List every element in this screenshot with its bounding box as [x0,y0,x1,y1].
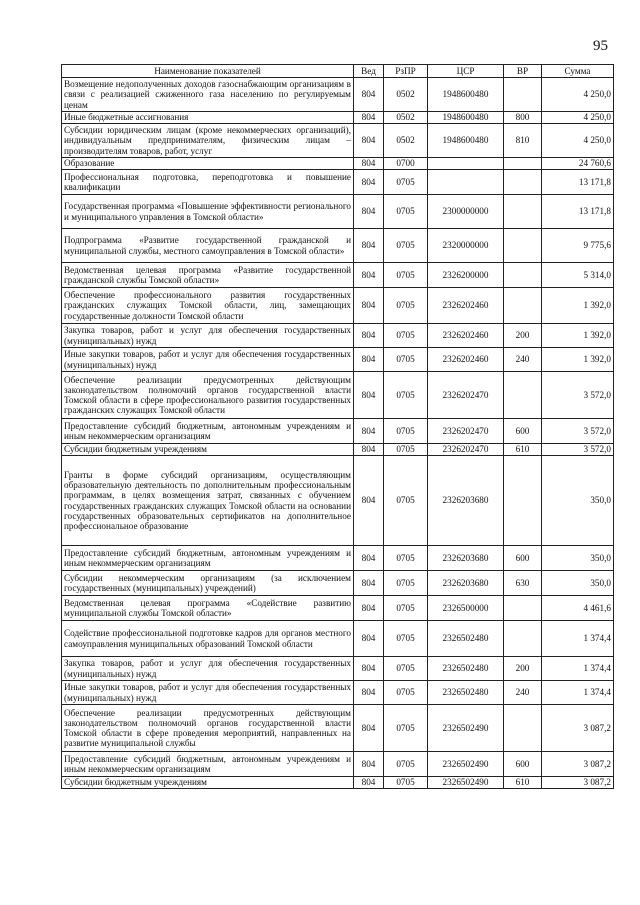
cell-ved: 804 [354,158,384,170]
cell-ved: 804 [354,752,384,777]
cell-vr [504,372,542,419]
cell-csr: 2326202470 [428,419,504,444]
cell-rzpr: 0705 [384,681,428,705]
cell-vr [504,263,542,288]
cell-sum: 5 314,0 [542,263,614,288]
table-row [62,752,614,777]
cell-ved: 804 [354,419,384,444]
cell-name: Гранты в форме субсидий организациям, осуществляющим образовательную деятельность по дополнительным профессиональным программам, в целях возмещения затрат, связанных с обучением государственных гражданских служащих Томской области на основании государственных образовательных сертификатов на дополнительное профессиональное образование [62,456,354,546]
cell-csr: 2326502480 [428,657,504,681]
cell-sum: 1 392,0 [542,288,614,324]
cell-name: Обеспечение реализации предусмотренных действующим законодательством полномочий органов государственной власти Томской области в сфере проведения мероприятий, направленных на развитие муниципальной службы [62,705,354,752]
page-number: 95 [593,38,608,54]
cell-name: Субсидии некоммерческим организациям (за исключением государственных (муниципальных) учреждений) [62,571,354,596]
cell-rzpr: 0705 [384,456,428,546]
cell-name: Закупка товаров, работ и услуг для обеспечения государственных (муниципальных) нужд [62,657,354,681]
cell-vr: 600 [504,546,542,571]
cell-sum: 4 250,0 [542,112,614,124]
cell-sum: 4 250,0 [542,78,614,112]
cell-rzpr: 0705 [384,229,428,263]
cell-name: Обеспечение реализации предусмотренных действующим законодательством полномочий органов государственной власти Томской области в сфере профессионального развития государственных гражданских служащих Томской области [62,372,354,419]
cell-csr: 2326202470 [428,372,504,419]
cell-vr: 600 [504,419,542,444]
table-row [62,777,614,789]
cell-vr: 810 [504,124,542,158]
budget-table [61,64,614,789]
cell-csr: 2300000000 [428,195,504,229]
cell-ved: 804 [354,348,384,372]
header-csr: ЦСР [428,65,504,78]
table-row [62,288,614,324]
cell-rzpr: 0705 [384,571,428,596]
cell-sum: 4 461,6 [542,596,614,621]
cell-sum: 3 572,0 [542,372,614,419]
cell-name: Предоставление субсидий бюджетным, автономным учреждениям и иным некоммерческим организациям [62,546,354,571]
cell-vr [504,195,542,229]
cell-sum: 13 171,8 [542,170,614,195]
cell-csr [428,170,504,195]
cell-csr: 2326200000 [428,263,504,288]
cell-rzpr: 0502 [384,78,428,112]
cell-vr [504,621,542,657]
table-header-row [62,65,614,78]
cell-name: Обеспечение профессионального развития государственных гражданских служащих Томской области, лиц, замещающих государственные должности Томской области [62,288,354,324]
cell-vr [504,158,542,170]
cell-sum: 350,0 [542,456,614,546]
cell-csr: 2326500000 [428,596,504,621]
table-row [62,158,614,170]
cell-ved: 804 [354,78,384,112]
cell-name: Иные закупки товаров, работ и услуг для обеспечения государственных (муниципальных) нужд [62,348,354,372]
cell-csr: 2326203680 [428,546,504,571]
table-row [62,596,614,621]
cell-rzpr: 0705 [384,752,428,777]
cell-csr: 2326202460 [428,288,504,324]
cell-vr: 800 [504,112,542,124]
cell-vr: 240 [504,348,542,372]
cell-csr: 2326502480 [428,621,504,657]
cell-ved: 804 [354,456,384,546]
table-row [62,263,614,288]
cell-rzpr: 0705 [384,596,428,621]
cell-ved: 804 [354,112,384,124]
table-row [62,124,614,158]
cell-sum: 1 374,4 [542,657,614,681]
table-row [62,78,614,112]
cell-sum: 3 087,2 [542,752,614,777]
cell-vr: 200 [504,657,542,681]
cell-name: Субсидии юридическим лицам (кроме некоммерческих организаций), индивидуальным предпринимателям, физическим лицам – производителям товаров, работ, услуг [62,124,354,158]
cell-rzpr: 0705 [384,288,428,324]
cell-csr: 2326502490 [428,777,504,789]
cell-ved: 804 [354,124,384,158]
cell-rzpr: 0502 [384,112,428,124]
cell-rzpr: 0705 [384,657,428,681]
cell-csr: 2326502490 [428,705,504,752]
table-row [62,456,614,546]
cell-ved: 804 [354,229,384,263]
table-row [62,571,614,596]
cell-csr: 2326202460 [428,348,504,372]
cell-rzpr: 0700 [384,158,428,170]
cell-name: Ведомственная целевая программа «Развитие государственной гражданской службы Томской области» [62,263,354,288]
cell-rzpr: 0705 [384,444,428,456]
cell-sum: 1 374,4 [542,681,614,705]
cell-ved: 804 [354,324,384,348]
cell-rzpr: 0705 [384,348,428,372]
header-name: Наименование показателей [62,65,354,78]
header-sum: Сумма [542,65,614,78]
cell-vr: 240 [504,681,542,705]
table-row [62,621,614,657]
cell-ved: 804 [354,705,384,752]
cell-ved: 804 [354,263,384,288]
table-row [62,444,614,456]
table-row [62,324,614,348]
table-row [62,348,614,372]
cell-sum: 4 250,0 [542,124,614,158]
cell-sum: 3 572,0 [542,444,614,456]
cell-csr: 1948600480 [428,124,504,158]
cell-csr: 2326502480 [428,681,504,705]
cell-name: Субсидии бюджетным учреждениям [62,777,354,789]
cell-sum: 24 760,6 [542,158,614,170]
cell-vr [504,596,542,621]
cell-rzpr: 0705 [384,419,428,444]
table-body [62,78,614,789]
cell-csr [428,158,504,170]
cell-sum: 350,0 [542,571,614,596]
cell-sum: 1 374,4 [542,621,614,657]
cell-ved: 804 [354,657,384,681]
cell-rzpr: 0705 [384,546,428,571]
cell-name: Профессиональная подготовка, переподготовка и повышение квалификации [62,170,354,195]
header-vr: ВР [504,65,542,78]
cell-vr [504,229,542,263]
table-row [62,705,614,752]
cell-name: Иные бюджетные ассигнования [62,112,354,124]
cell-csr: 1948600480 [428,112,504,124]
cell-sum: 1 392,0 [542,324,614,348]
cell-vr [504,705,542,752]
cell-vr [504,456,542,546]
cell-name: Возмещение недополученных доходов газоснабжающим организациям в связи с реализацией сжиженного газа населению по регулируемым ценам [62,78,354,112]
cell-rzpr: 0705 [384,621,428,657]
cell-ved: 804 [354,170,384,195]
cell-rzpr: 0705 [384,372,428,419]
cell-name: Закупка товаров, работ и услуг для обеспечения государственных (муниципальных) нужд [62,324,354,348]
cell-vr: 200 [504,324,542,348]
cell-name: Государственная программа «Повышение эффективности регионального и муниципального управления в Томской области» [62,195,354,229]
cell-sum: 350,0 [542,546,614,571]
cell-rzpr: 0705 [384,263,428,288]
cell-rzpr: 0705 [384,195,428,229]
cell-name: Содействие профессиональной подготовке кадров для органов местного самоуправления муниципальных образований Томской области [62,621,354,657]
cell-csr: 2326203680 [428,571,504,596]
cell-ved: 804 [354,288,384,324]
cell-ved: 804 [354,777,384,789]
cell-csr: 2326202470 [428,444,504,456]
cell-sum: 1 392,0 [542,348,614,372]
cell-csr: 2326203680 [428,456,504,546]
table-row [62,372,614,419]
table-row [62,681,614,705]
cell-rzpr: 0502 [384,124,428,158]
cell-sum: 3 087,2 [542,705,614,752]
cell-name: Образование [62,158,354,170]
table-row [62,170,614,195]
table-row [62,195,614,229]
cell-rzpr: 0705 [384,324,428,348]
cell-vr: 610 [504,444,542,456]
table-row [62,546,614,571]
cell-sum: 3 087,2 [542,777,614,789]
cell-name: Подпрограмма «Развитие государственной гражданской и муниципальной службы, местного самоуправления в Томской области» [62,229,354,263]
cell-csr: 2326502490 [428,752,504,777]
cell-csr: 2320000000 [428,229,504,263]
table-row [62,657,614,681]
cell-csr: 2326202460 [428,324,504,348]
cell-ved: 804 [354,444,384,456]
cell-rzpr: 0705 [384,777,428,789]
cell-vr: 610 [504,777,542,789]
cell-vr: 630 [504,571,542,596]
cell-sum: 13 171,8 [542,195,614,229]
cell-name: Субсидии бюджетным учреждениям [62,444,354,456]
cell-ved: 804 [354,596,384,621]
cell-rzpr: 0705 [384,170,428,195]
cell-ved: 804 [354,621,384,657]
cell-vr: 600 [504,752,542,777]
cell-ved: 804 [354,571,384,596]
cell-name: Предоставление субсидий бюджетным, автономным учреждениям и иным некоммерческим организациям [62,752,354,777]
cell-csr: 1948600480 [428,78,504,112]
cell-ved: 804 [354,681,384,705]
cell-sum: 9 775,6 [542,229,614,263]
cell-ved: 804 [354,372,384,419]
cell-vr [504,288,542,324]
cell-name: Предоставление субсидий бюджетным, автономным учреждениям и иным некоммерческим организациям [62,419,354,444]
header-ved: Вед [354,65,384,78]
header-rzpr: РзПР [384,65,428,78]
table-row [62,112,614,124]
table-row [62,229,614,263]
cell-vr [504,78,542,112]
cell-vr [504,170,542,195]
cell-name: Иные закупки товаров, работ и услуг для обеспечения государственных (муниципальных) нужд [62,681,354,705]
cell-name: Ведомственная целевая программа «Содействие развитию муниципальной службы Томской области» [62,596,354,621]
cell-rzpr: 0705 [384,705,428,752]
cell-sum: 3 572,0 [542,419,614,444]
cell-ved: 804 [354,546,384,571]
cell-ved: 804 [354,195,384,229]
table-row [62,419,614,444]
